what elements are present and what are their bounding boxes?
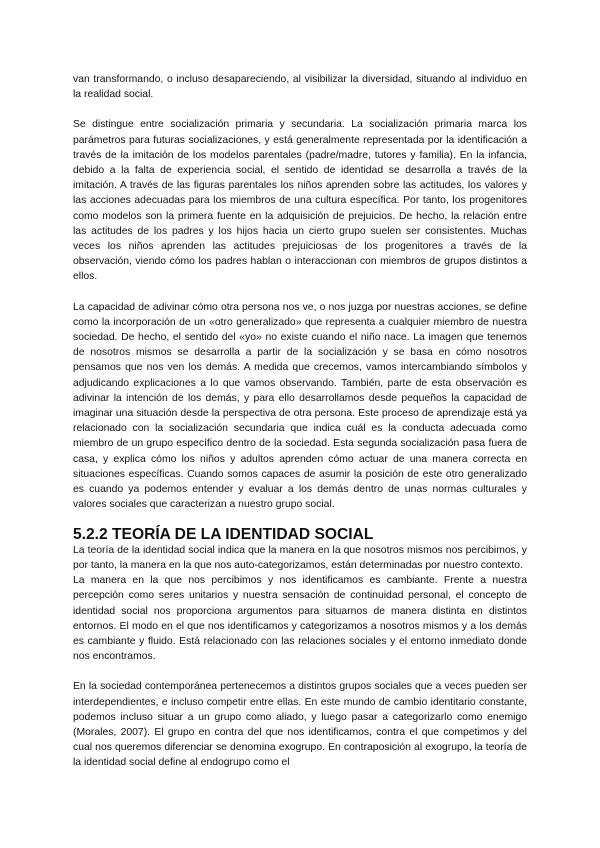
paragraph-intro-continuation: van transformando, o incluso desapareciendo, al visibilizar la diversidad, situando al individuo en la realidad social.	[73, 74, 527, 101]
paragraph-generalized-other: La capacidad de adivinar cómo otra persona nos ve, o nos juzga por nuestras acciones, se define como la incorporación de un «otro generalizado» que representa a cualquier miembro de nuestra sociedad. De hecho, el sentido del «yo» no existe cuando el niño nace. La imagen que tenemos de nosotros mismos se desarrolla a partir de la socialización y se basa en cómo nosotros pensamos que nos ven los demás. A medida que crecemos, vamos intercambiando símbolos y adjudicando explicaciones a lo que vamos observando. También, parte de esta observación es adivinar la intención de los demás, y para ello desarrollamos desde pequeños la capacidad de imaginar una situación desde la perspectiva de otra persona. Este proceso de aprendizaje está ya relacionado con la socialización secundaria que indica cuál es la conducta adecuada como miembro de un grupo específico dentro de la sociedad. Esta segunda socialización pasa fuera de casa, y explica cómo los niños y adultos aprenden cómo actuar de una manera correcta en situaciones específicas. Cuando somos capaces de asumir la posición de este otro generalizado es cuando ya podemos entender y evaluar a los demás dentro de unas normas culturales y valores sociales que caracterizan a nuestro grupo social.	[73, 301, 527, 511]
section-heading: 5.2.2 TEORÍA DE LA IDENTIDAD SOCIAL	[73, 526, 374, 544]
paragraph-changing-identity: La manera en la que nos percibimos y nos identificamos es cambiante. Frente a nuestra percepción como seres unitarios y nuestra sensación de continuidad personal, el concepto de identidad social nos proporciona argumentos para situarnos de manera distinta en distintos entornos. El modo en el que nos identificamos y categorizamos a nosotros mismos y a los demás es cambiante y fluido. Está relacionado con las relaciones sociales y el entorno inmediato donde nos encontramos.	[73, 575, 527, 663]
paragraph-primary-secondary-socialization: Se distingue entre socialización primaria y secundaria. La socialización primaria marca los parámetros para futuras socializaciones, y está generalmente representada por la identificación a través de la imitación de los modelos parentales (padre/madre, tutores y familia). En la infancia, debido a la falta de experiencia social, el sentido de identidad se desarrolla a través de la imitación. A través de las figuras parentales los niños aprenden sobre las actitudes, los valores y las acciones adecuadas para los miembros de una cultura específica. Por tanto, los progenitores como modelos son la primera fuente en la adquisición de prejuicios. De hecho, la relación entre las actitudes de los padres y los hijos hacia un cierto grupo suelen ser consistentes. Muchas veces los niños aprenden las actitudes prejuiciosas de los progenitores a través de la observación, viendo cómo los padres hablan o interaccionan con miembros de grupos distintos a ellos.	[73, 119, 527, 283]
paragraph-social-identity-definition: La teoría de la identidad social indica que la manera en la que nosotros mismos nos percibimos, y por tanto, la manera en la que nos auto-categorizamos, están determinadas por nuestro contexto.	[73, 544, 527, 571]
document-page	[73, 72, 527, 771]
paragraph-exogroup-endogroup: En la sociedad contemporánea pertenecemos a distintos grupos sociales que a veces pueden ser interdependientes, e incluso competir entre ellas. En este mundo de cambio identitario constante, podemos incluso situar a un grupo como aliado, y luego pasar a categorizarlo como enemigo (Morales, 2007). El grupo en contra del que nos identificamos, contra el que competimos y del cual nos queremos diferenciar se denomina exogrupo. En contraposición al exogrupo, la teoría de la identidad social define al endogrupo como el	[73, 681, 527, 769]
